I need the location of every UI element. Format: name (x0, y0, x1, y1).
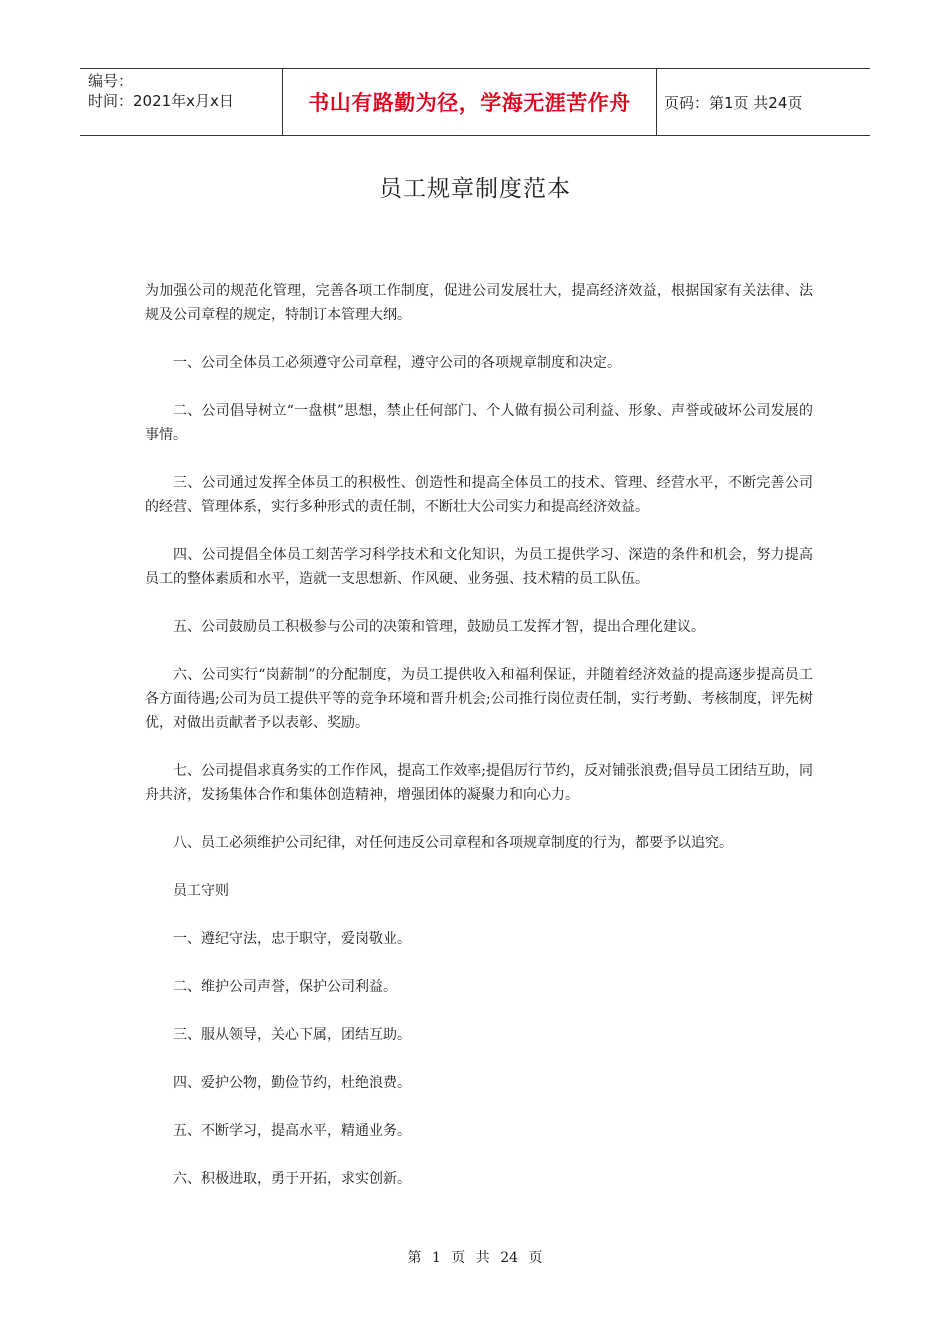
rule-item: 三、服从领导，关心下属，团结互助。 (173, 1027, 411, 1043)
article-paragraph: 二、公司倡导树立“一盘棋”思想，禁止任何部门、个人做有损公司利益、形象、声誉或破坏公司发展的事情。 (145, 403, 813, 443)
document-number-label: 编号： (88, 72, 134, 90)
rule-item: 四、爱护公物，勤俭节约，杜绝浪费。 (173, 1075, 411, 1091)
rule-item: 二、维护公司声誉，保护公司利益。 (173, 979, 397, 995)
intro-paragraph: 为加强公司的规范化管理，完善各项工作制度，促进公司发展壮大，提高经济效益，根据国家有关法律、法规及公司章程的规定，特制订本管理大纲。 (145, 283, 813, 323)
header-page-cell (657, 69, 870, 135)
rule-item: 五、不断学习，提高水平，精通业务。 (173, 1123, 411, 1139)
document-time-label: 时间：2021年x月x日 (88, 92, 234, 110)
article-paragraph: 六、公司实行“岗薪制”的分配制度，为员工提供收入和福利保证，并随着经济效益的提高逐步提高员工各方面待遇;公司为员工提供平等的竞争环境和晋升机会;公司推行岗位责任制，实行考勤、考核制度，评先树优，对做出贡献者予以表彰、奖励。 (145, 667, 813, 731)
rules-heading: 员工守则 (173, 883, 229, 899)
page-footer: 第 1 页 共 24 页 (407, 1250, 543, 1266)
article-paragraph: 三、公司通过发挥全体员工的积极性、创造性和提高全体员工的技术、管理、经营水平，不断完善公司的经营、管理体系，实行多种形式的责任制，不断壮大公司实力和提高经济效益。 (145, 475, 813, 515)
rule-item: 一、遵纪守法，忠于职守，爱岗敬业。 (173, 931, 411, 947)
header-motto: 书山有路勤为径，学海无涯苦作舟 (308, 91, 631, 115)
rule-item: 六、积极进取，勇于开拓，求实创新。 (173, 1171, 411, 1187)
header-page-label: 页码：第1页 共24页 (664, 93, 803, 112)
header-motto-cell (282, 69, 657, 135)
header-meta (80, 69, 282, 135)
article-paragraph: 五、公司鼓励员工积极参与公司的决策和管理，鼓励员工发挥才智，提出合理化建议。 (173, 619, 705, 635)
page-header (80, 68, 870, 136)
document-body (145, 279, 813, 1215)
document-title: 员工规章制度范本 (379, 176, 571, 202)
article-paragraph: 八、员工必须维护公司纪律，对任何违反公司章程和各项规章制度的行为，都要予以追究。 (173, 835, 733, 851)
article-paragraph: 四、公司提倡全体员工刻苦学习科学技术和文化知识，为员工提供学习、深造的条件和机会，努力提高员工的整体素质和水平，造就一支思想新、作风硬、业务强、技术精的员工队伍。 (145, 547, 813, 587)
article-paragraph: 七、公司提倡求真务实的工作作风，提高工作效率;提倡厉行节约，反对铺张浪费;倡导员工团结互助，同舟共济，发扬集体合作和集体创造精神，增强团体的凝聚力和向心力。 (145, 763, 813, 803)
article-paragraph: 一、公司全体员工必须遵守公司章程，遵守公司的各项规章制度和决定。 (173, 355, 621, 371)
